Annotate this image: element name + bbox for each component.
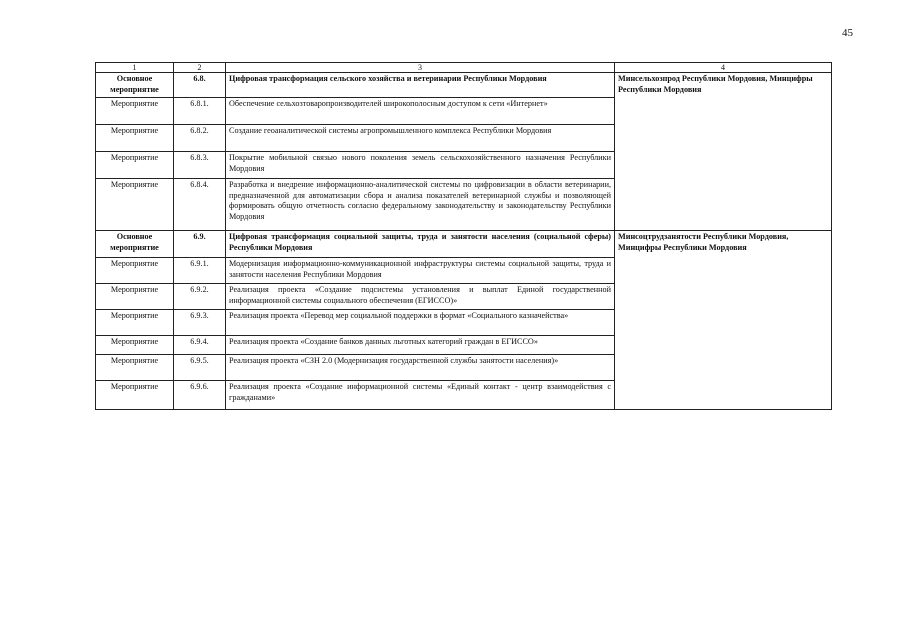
activity-title: Реализация проекта «Создание банков данных льготных категорий граждан в ЕГИССО» (226, 336, 615, 355)
activity-number: 6.8.1. (174, 98, 226, 125)
activities-table (95, 62, 832, 410)
activity-type: Основное мероприятие (96, 231, 174, 258)
activity-title: Реализация проекта «Создание информационной системы «Единый контакт - центр взаимодействия с гражданами» (226, 381, 615, 410)
activity-type: Мероприятие (96, 310, 174, 336)
activity-number: 6.9. (174, 231, 226, 258)
activity-title: Реализация проекта «Создание подсистемы установления и выплат Единой государственной информационной системы социального обеспечения (ЕГИССО)» (226, 284, 615, 310)
activity-number: 6.9.3. (174, 310, 226, 336)
responsible-executor: Минсельхозпрод Республики Мордовия, Минцифры Республики Мордовия (615, 73, 832, 231)
table-row (96, 231, 832, 258)
header-cell-1: 1 (96, 63, 174, 73)
activity-number: 6.8. (174, 73, 226, 98)
header-cell-3: 3 (226, 63, 615, 73)
table-row (96, 73, 832, 98)
activity-number: 6.9.1. (174, 258, 226, 284)
activity-title: Реализация проекта «СЗН 2.0 (Модернизация государственной службы занятости населения)» (226, 355, 615, 381)
activity-title: Создание геоаналитической системы агропромышленного комплекса Республики Мордовия (226, 125, 615, 152)
activity-number: 6.8.2. (174, 125, 226, 152)
header-cell-2: 2 (174, 63, 226, 73)
activity-title: Цифровая трансформация сельского хозяйства и ветеринарии Республики Мордовия (226, 73, 615, 98)
activity-type: Мероприятие (96, 284, 174, 310)
activity-number: 6.8.3. (174, 152, 226, 179)
activity-type: Мероприятие (96, 179, 174, 231)
responsible-executor: Минсоцтрудзанятости Республики Мордовия, Минцифры Республики Мордовия (615, 231, 832, 410)
activity-title: Разработка и внедрение информационно-аналитической системы по цифровизации в области ветеринарии, предназначенной для автоматизации сбора и анализа показателей ветеринарной службы и позволяющей формировать общую отчетность согласно федеральному законодательству и законодательству Республики Мордовия (226, 179, 615, 231)
header-row (96, 63, 832, 73)
activity-number: 6.9.6. (174, 381, 226, 410)
activity-type: Основное мероприятие (96, 73, 174, 98)
activity-type: Мероприятие (96, 152, 174, 179)
activity-title: Обеспечение сельхозтоваропроизводителей широкополосным доступом к сети «Интернет» (226, 98, 615, 125)
activity-title: Реализация проекта «Перевод мер социальной поддержки в формат «Социального казначейства» (226, 310, 615, 336)
header-cell-4: 4 (615, 63, 832, 73)
activity-type: Мероприятие (96, 355, 174, 381)
activity-number: 6.8.4. (174, 179, 226, 231)
activity-type: Мероприятие (96, 98, 174, 125)
activity-title: Цифровая трансформация социальной защиты, труда и занятости населения (социальной сферы) Республики Мордовия (226, 231, 615, 258)
activity-title: Покрытие мобильной связью нового поколения земель сельскохозяйственного назначения Республики Мордовия (226, 152, 615, 179)
activity-title: Модернизация информационно-коммуникационной инфраструктуры системы социальной защиты, труда и занятости населения Республики Мордовия (226, 258, 615, 284)
activity-number: 6.9.2. (174, 284, 226, 310)
activity-type: Мероприятие (96, 381, 174, 410)
activity-number: 6.9.4. (174, 336, 226, 355)
activity-type: Мероприятие (96, 336, 174, 355)
activity-type: Мероприятие (96, 258, 174, 284)
activity-type: Мероприятие (96, 125, 174, 152)
page-number: 45 (842, 27, 853, 39)
activity-number: 6.9.5. (174, 355, 226, 381)
